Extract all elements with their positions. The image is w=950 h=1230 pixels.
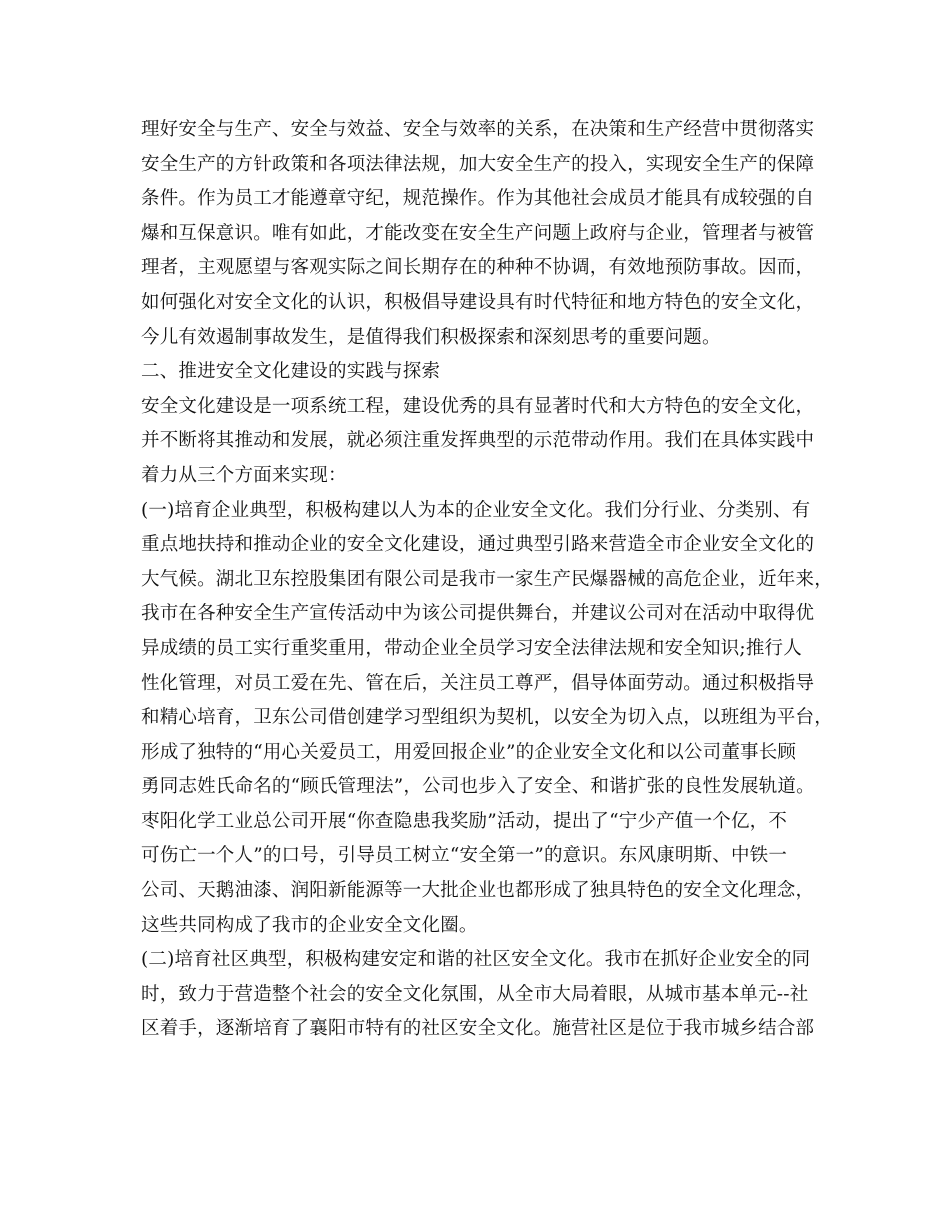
text-line: 这些共同构成了我市的企业安全文化圈。 (141, 914, 478, 936)
text-line: 爆和互保意识。唯有如此，才能改变在安全生产问题上政府与企业，管理者与被管 (141, 222, 815, 244)
text-line: 大气候。湖北卫东控股集团有限公司是我市一家生产民爆器械的高危企业，近年来， (141, 568, 833, 590)
text-line: 我市在各种安全生产宣传活动中为该公司提供舞台，并建议公司对在活动中取得优 (141, 603, 815, 625)
text-line: 可伤亡一个人”的口号，引导员工树立“安全第一”的意识。东风康明斯、中铁一 (141, 845, 788, 867)
text-line: 重点地扶持和推动企业的安全文化建设，通过典型引路来营造全市企业安全文化的 (141, 534, 815, 556)
text-line: 安全生产的方针政策和各项法律法规，加大安全生产的投入，实现安全生产的保障 (141, 153, 815, 175)
text-line: 公司、天鹅油漆、润阳新能源等一大批企业也都形成了独具特色的安全文化理念， (141, 880, 815, 902)
text-line: 枣阳化学工业总公司开展“你查隐患我奖励”活动，提出了“宁少产值一个亿，不 (141, 810, 788, 832)
text-line: (二)培育社区典型，积极构建安定和谐的社区安全文化。我市在抓好企业安全的同 (141, 949, 811, 971)
text-line: 时，致力于营造整个社会的安全文化氛围，从全市大局着眼，从城市基本单元--社 (141, 983, 809, 1005)
text-line: 异成绩的员工实行重奖重用，带动企业全员学习安全法律法规和安全知识;推行人 (141, 637, 802, 659)
text-line: 今儿有效遏制事故发生，是值得我们积极探索和深刻思考的重要问题。 (141, 326, 721, 348)
text-line: 和精心培育，卫东公司借创建学习型组织为契机，以安全为切入点，以班组为平台， (141, 707, 833, 729)
text-line: 性化管理，对员工爱在先、管在后，关注员工尊严，倡导体面劳动。通过积极指导 (141, 672, 815, 694)
text-line: 条件。作为员工才能遵章守纪，规范操作。作为其他社会成员才能具有成较强的自 (141, 188, 815, 210)
text-line: 并不断将其推动和发展，就必须注重发挥典型的示范带动作用。我们在具体实践中 (141, 430, 815, 452)
text-line: (一)培育企业典型，积极构建以人为本的企业安全文化。我们分行业、分类别、有 (141, 499, 811, 521)
text-line: 着力从三个方面来实现： (141, 464, 347, 486)
text-line: 理者，主观愿望与客观实际之间长期存在的种种不协调，有效地预防事故。因而， (141, 257, 815, 279)
text-line: 形成了独特的“用心关爱员工，用爱回报企业”的企业安全文化和以公司董事长顾 (141, 741, 797, 763)
text-line: 安全文化建设是一项系统工程，建设优秀的具有显著时代和大方特色的安全文化， (141, 395, 815, 417)
section-heading: 二、推进安全文化建设的实践与探索 (141, 361, 441, 383)
text-line: 勇同志姓氏命名的“顾氏管理法”，公司也步入了安全、和谐扩张的良性发展轨道。 (141, 776, 815, 798)
text-line: 区着手，逐渐培育了襄阳市特有的社区安全文化。施营社区是位于我市城乡结合部 (141, 1018, 815, 1040)
text-line: 理好安全与生产、安全与效益、安全与效率的关系，在决策和生产经营中贯彻落实 (141, 119, 815, 140)
body-text (141, 113, 833, 1047)
text-line: 如何强化对安全文化的认识，积极倡导建设具有时代特征和地方特色的安全文化， (141, 291, 815, 313)
